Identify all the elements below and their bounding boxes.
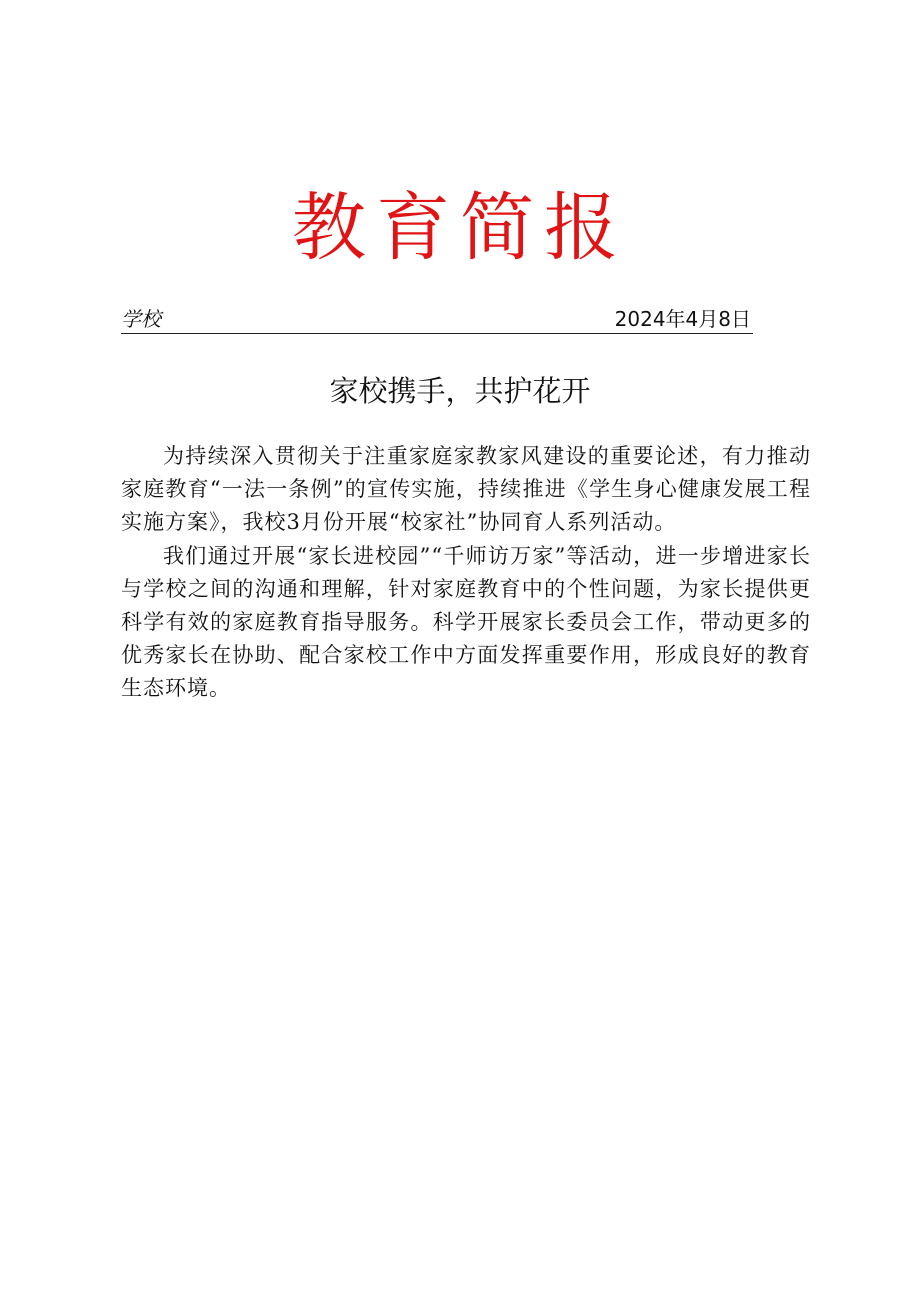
article-body <box>121 440 811 706</box>
article-paragraph-1: 为持续深入贯彻关于注重家庭家教家风建设的重要论述，有力推动家庭教育“一法一条例”的宣传实施，持续推进《学生身心健康发展工程实施方案》，我校3月份开展“校家社”协同育人系列活动。 <box>121 444 811 535</box>
school-label: 学校 <box>121 307 161 331</box>
header-info-line <box>121 305 753 334</box>
article-paragraph-2: 我们通过开展“家长进校园”“千师访万家”等活动，进一步增进家长与学校之间的沟通和理解，针对家庭教育中的个性问题，为家长提供更科学有效的家庭教育指导服务。科学开展家长委员会工作，带动更多的优秀家长在协助、配合家校工作中方面发挥重要作用，形成良好的教育生态环境。 <box>121 543 811 701</box>
issue-date: 2024年4月8日 <box>614 307 751 331</box>
masthead-title: 教育简报 <box>292 185 628 271</box>
article-title: 家校携手，共护花开 <box>329 374 591 408</box>
